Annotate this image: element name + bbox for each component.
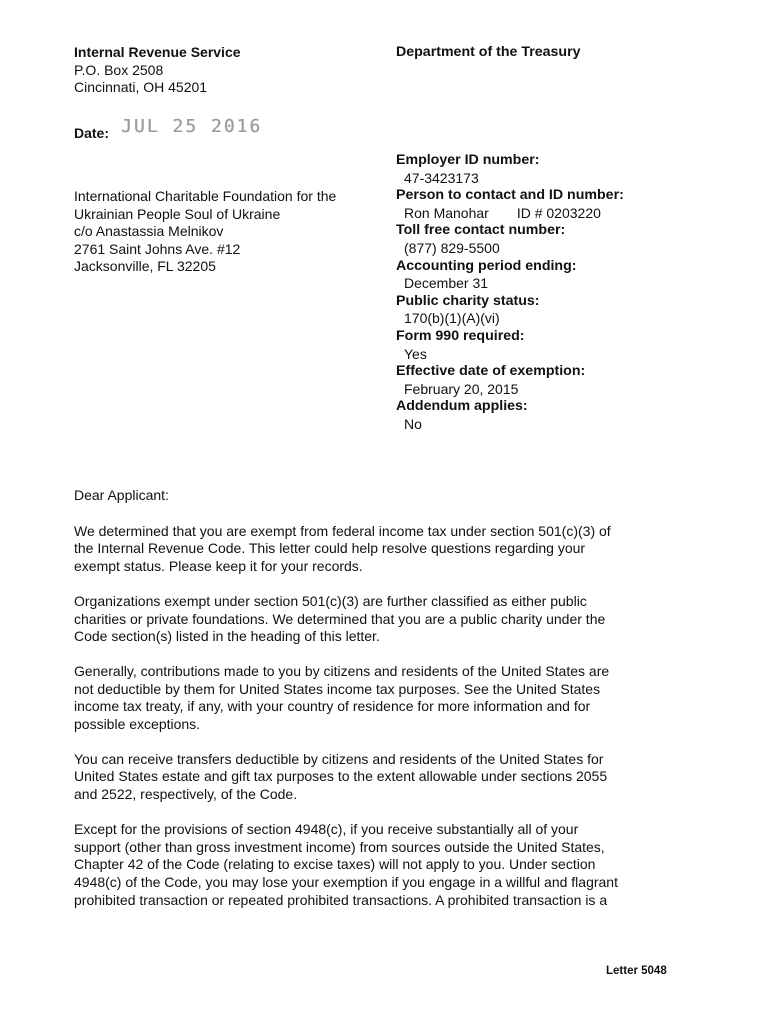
charity-status-label: Public charity status:	[396, 292, 540, 309]
sender-address-line: Cincinnati, OH 45201	[74, 79, 208, 95]
phone-label: Toll free contact number:	[396, 222, 566, 239]
employer-id-value: 47-3423173	[404, 169, 479, 186]
sender-name: Internal Revenue Service	[74, 44, 241, 60]
paragraph-line: not deductible by them for United States income tax purposes. See the United States	[74, 680, 601, 697]
paragraph-line: possible exceptions.	[74, 716, 201, 733]
contact-label: Person to contact and ID number:	[396, 187, 624, 204]
paragraph-line: exempt status. Please keep it for your records.	[74, 558, 363, 575]
paragraph-line: Organizations exempt under section 501(c)(3) are further classified as either public	[74, 592, 587, 609]
paragraph-line: 4948(c) of the Code, you may lose your exemption if you engage in a willful and flagrant	[74, 873, 618, 890]
body-paragraph	[74, 523, 674, 576]
body-paragraph	[74, 821, 674, 910]
sender-address-line: P.O. Box 2508	[74, 61, 164, 78]
employer-id-label: Employer ID number:	[396, 152, 540, 168]
paragraph-line: prohibited transaction or repeated prohibited transactions. A prohibited transaction is a	[74, 891, 608, 908]
date-stamp: JUL 25 2016	[121, 115, 263, 138]
salutation: Dear Applicant:	[74, 487, 169, 503]
sender-address	[74, 44, 241, 97]
recipient-line: Ukrainian People Soul of Ukraine	[74, 205, 281, 222]
paragraph-line: We determined that you are exempt from federal income tax under section 501(c)(3) of	[74, 522, 611, 539]
body-paragraph	[74, 593, 674, 646]
paragraph-line: support (other than gross investment income) from sources outside the United States,	[74, 838, 605, 855]
accounting-period-label: Accounting period ending:	[396, 257, 577, 274]
recipient-line: Jacksonville, FL 32205	[74, 258, 216, 274]
paragraph-line: Generally, contributions made to you by citizens and residents of the United States are	[74, 662, 610, 679]
date-row	[74, 115, 263, 142]
effective-date-label: Effective date of exemption:	[396, 363, 586, 380]
paragraph-line: charities or private foundations. We determined that you are a public charity under the	[74, 610, 606, 627]
recipient-line: c/o Anastassia Melnikov	[74, 223, 224, 239]
date-label: Date:	[74, 125, 110, 141]
paragraph-line: income tax treaty, if any, with your country of residence for more information and for	[74, 698, 591, 715]
paragraph-line: Chapter 42 of the Code (relating to excise taxes) will not apply to you. Under section	[74, 856, 596, 873]
body-paragraph	[74, 663, 674, 734]
paragraph-line: United States estate and gift tax purposes to the extent allowable under sections 2055	[74, 768, 608, 785]
recipient-line: International Charitable Foundation for the	[74, 188, 337, 204]
contact-id: ID # 0203220	[516, 204, 601, 221]
effective-date-value: February 20, 2015	[404, 380, 519, 397]
addendum-value: No	[404, 415, 422, 432]
recipient-address	[74, 188, 336, 276]
paragraph-line: and 2522, respectively, of the Code.	[74, 786, 298, 803]
form990-value: Yes	[404, 345, 427, 362]
contact-value	[396, 205, 716, 223]
body-paragraph	[74, 751, 674, 804]
accounting-period-value: December 31	[404, 275, 489, 292]
paragraph-line: You can receive transfers deductible by citizens and residents of the United States for	[74, 750, 604, 767]
phone-value: (877) 829-5500	[404, 239, 500, 256]
contact-name: Ron Manohar	[404, 204, 489, 221]
recipient-line: 2761 Saint Johns Ave. #12	[74, 240, 241, 257]
charity-status-value: 170(b)(1)(A)(vi)	[404, 310, 500, 327]
letter-body	[74, 487, 674, 926]
addendum-label: Addendum applies:	[396, 398, 528, 415]
letter-number: Letter 5048	[606, 965, 667, 977]
form990-label: Form 990 required:	[396, 327, 525, 344]
department-heading: Department of the Treasury	[396, 44, 581, 60]
paragraph-line: Except for the provisions of section 4948(c), if you receive substantially all of your	[74, 820, 579, 837]
paragraph-line: the Internal Revenue Code. This letter could help resolve questions regarding your	[74, 540, 586, 557]
paragraph-line: Code section(s) listed in the heading of this letter.	[74, 628, 380, 645]
letter-info-panel	[396, 152, 716, 434]
